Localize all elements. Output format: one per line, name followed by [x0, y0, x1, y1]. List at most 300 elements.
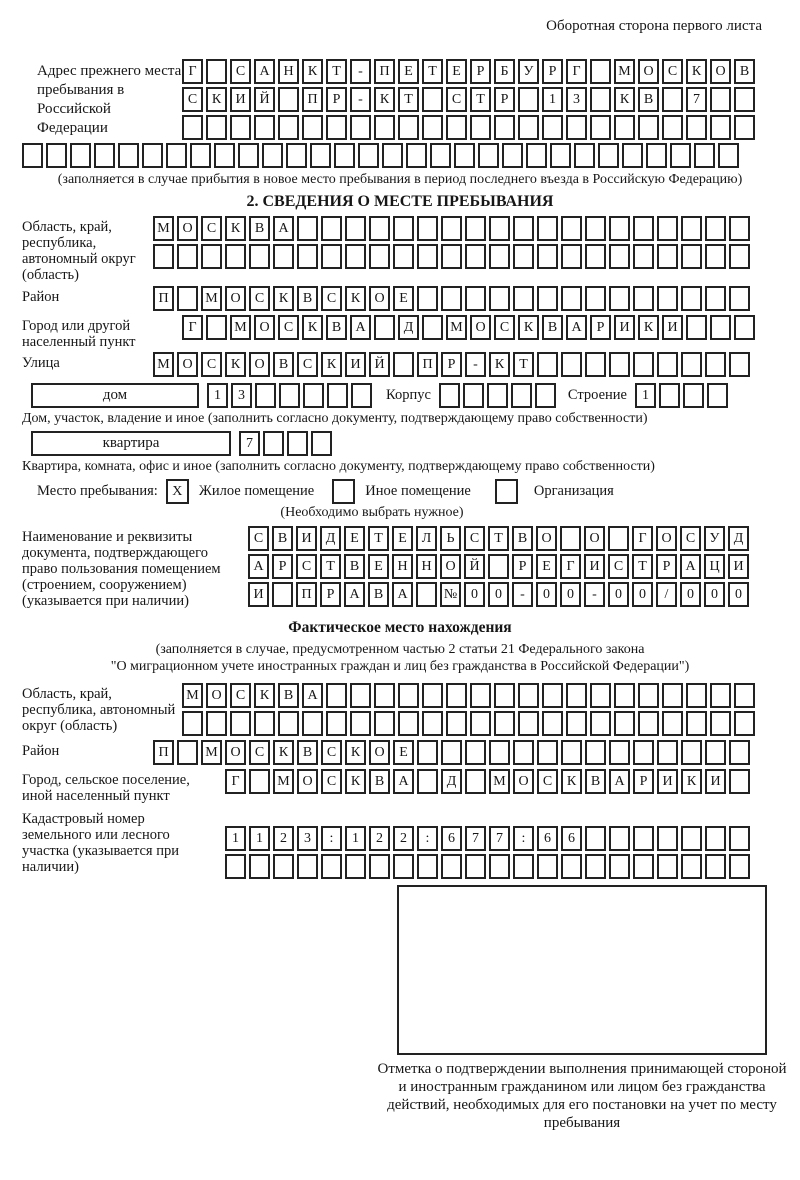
form-cell[interactable]: [255, 383, 276, 408]
form-cell[interactable]: С: [464, 526, 485, 551]
form-cell[interactable]: [345, 216, 366, 241]
form-cell[interactable]: [422, 87, 443, 112]
form-cell[interactable]: К: [273, 740, 294, 765]
form-cell[interactable]: К: [374, 87, 395, 112]
form-cell[interactable]: [542, 711, 563, 736]
form-cell[interactable]: [230, 711, 251, 736]
form-cell[interactable]: [681, 216, 702, 241]
form-cell[interactable]: В: [326, 315, 347, 340]
form-cell[interactable]: [345, 854, 366, 879]
form-cell[interactable]: Г: [182, 59, 203, 84]
form-cell[interactable]: [657, 854, 678, 879]
form-cell[interactable]: [734, 315, 755, 340]
form-cell[interactable]: [670, 143, 691, 168]
form-cell[interactable]: 7: [686, 87, 707, 112]
form-cell[interactable]: 0: [704, 582, 725, 607]
form-cell[interactable]: [417, 740, 438, 765]
form-cell[interactable]: [710, 315, 731, 340]
form-cell[interactable]: С: [249, 286, 270, 311]
form-cell[interactable]: [561, 854, 582, 879]
form-cell[interactable]: [238, 143, 259, 168]
form-cell[interactable]: [686, 115, 707, 140]
form-cell[interactable]: 1: [542, 87, 563, 112]
form-cell[interactable]: О: [206, 683, 227, 708]
form-cell[interactable]: [686, 683, 707, 708]
form-cell[interactable]: [718, 143, 739, 168]
form-cell[interactable]: В: [512, 526, 533, 551]
form-cell[interactable]: О: [254, 315, 275, 340]
form-cell[interactable]: П: [296, 582, 317, 607]
form-cell[interactable]: [609, 286, 630, 311]
form-cell[interactable]: [729, 244, 750, 269]
form-cell[interactable]: 6: [441, 826, 462, 851]
form-cell[interactable]: О: [440, 554, 461, 579]
form-cell[interactable]: [561, 244, 582, 269]
form-cell[interactable]: [326, 683, 347, 708]
form-cell[interactable]: Е: [393, 740, 414, 765]
form-cell[interactable]: [206, 115, 227, 140]
form-cell[interactable]: [585, 826, 606, 851]
form-cell[interactable]: [657, 352, 678, 377]
form-cell[interactable]: М: [230, 315, 251, 340]
form-cell[interactable]: [657, 826, 678, 851]
form-cell[interactable]: [201, 244, 222, 269]
form-cell[interactable]: [488, 554, 509, 579]
form-cell[interactable]: Р: [272, 554, 293, 579]
form-cell[interactable]: Т: [368, 526, 389, 551]
form-cell[interactable]: [633, 740, 654, 765]
form-cell[interactable]: :: [513, 826, 534, 851]
form-cell[interactable]: М: [489, 769, 510, 794]
form-cell[interactable]: С: [201, 352, 222, 377]
form-cell[interactable]: [334, 143, 355, 168]
form-cell[interactable]: К: [681, 769, 702, 794]
form-cell[interactable]: 0: [680, 582, 701, 607]
form-cell[interactable]: К: [345, 769, 366, 794]
form-cell[interactable]: К: [302, 59, 323, 84]
form-cell[interactable]: [489, 216, 510, 241]
form-cell[interactable]: Ц: [704, 554, 725, 579]
form-cell[interactable]: П: [302, 87, 323, 112]
form-cell[interactable]: [470, 711, 491, 736]
form-cell[interactable]: И: [614, 315, 635, 340]
form-cell[interactable]: [225, 854, 246, 879]
form-cell[interactable]: А: [609, 769, 630, 794]
form-cell[interactable]: О: [638, 59, 659, 84]
form-cell[interactable]: [374, 711, 395, 736]
form-cell[interactable]: Т: [398, 87, 419, 112]
form-cell[interactable]: [463, 383, 484, 408]
form-cell[interactable]: [585, 244, 606, 269]
form-cell[interactable]: М: [153, 216, 174, 241]
form-cell[interactable]: [478, 143, 499, 168]
form-cell[interactable]: [535, 383, 556, 408]
form-cell[interactable]: М: [201, 286, 222, 311]
form-cell[interactable]: В: [273, 352, 294, 377]
form-cell[interactable]: 1: [635, 383, 656, 408]
form-cell[interactable]: [566, 683, 587, 708]
form-cell[interactable]: Р: [326, 87, 347, 112]
form-cell[interactable]: В: [542, 315, 563, 340]
form-cell[interactable]: [393, 244, 414, 269]
form-cell[interactable]: [705, 826, 726, 851]
form-cell[interactable]: У: [518, 59, 539, 84]
form-cell[interactable]: М: [446, 315, 467, 340]
form-cell[interactable]: /: [656, 582, 677, 607]
form-cell[interactable]: О: [470, 315, 491, 340]
form-cell[interactable]: [526, 143, 547, 168]
form-cell[interactable]: [633, 244, 654, 269]
form-cell[interactable]: [513, 740, 534, 765]
form-cell[interactable]: -: [350, 87, 371, 112]
form-cell[interactable]: Т: [320, 554, 341, 579]
form-cell[interactable]: 0: [560, 582, 581, 607]
form-cell[interactable]: [398, 683, 419, 708]
form-cell[interactable]: [345, 244, 366, 269]
form-cell[interactable]: [321, 244, 342, 269]
form-cell[interactable]: [585, 854, 606, 879]
form-cell[interactable]: [566, 115, 587, 140]
form-cell[interactable]: [710, 87, 731, 112]
form-cell[interactable]: -: [465, 352, 486, 377]
form-cell[interactable]: Т: [632, 554, 653, 579]
form-cell[interactable]: [659, 383, 680, 408]
form-cell[interactable]: Д: [398, 315, 419, 340]
form-cell[interactable]: [609, 740, 630, 765]
form-cell[interactable]: [263, 431, 284, 456]
form-cell[interactable]: [190, 143, 211, 168]
form-cell[interactable]: [609, 244, 630, 269]
form-cell[interactable]: [489, 740, 510, 765]
form-cell[interactable]: [590, 59, 611, 84]
form-cell[interactable]: Р: [512, 554, 533, 579]
form-cell[interactable]: [177, 244, 198, 269]
form-cell[interactable]: [350, 115, 371, 140]
form-cell[interactable]: [369, 854, 390, 879]
form-cell[interactable]: [416, 582, 437, 607]
form-cell[interactable]: [230, 115, 251, 140]
form-cell[interactable]: [705, 740, 726, 765]
form-cell[interactable]: [182, 115, 203, 140]
form-cell[interactable]: П: [374, 59, 395, 84]
form-cell[interactable]: К: [345, 740, 366, 765]
form-cell[interactable]: [638, 683, 659, 708]
form-cell[interactable]: [705, 352, 726, 377]
form-cell[interactable]: А: [248, 554, 269, 579]
form-cell[interactable]: [734, 115, 755, 140]
form-cell[interactable]: В: [369, 769, 390, 794]
form-cell[interactable]: [422, 711, 443, 736]
form-cell[interactable]: [537, 216, 558, 241]
form-cell[interactable]: [166, 143, 187, 168]
form-cell[interactable]: [585, 216, 606, 241]
form-cell[interactable]: 6: [537, 826, 558, 851]
form-cell[interactable]: [537, 286, 558, 311]
form-cell[interactable]: [417, 769, 438, 794]
form-cell[interactable]: [465, 769, 486, 794]
form-cell[interactable]: 0: [464, 582, 485, 607]
form-cell[interactable]: [633, 352, 654, 377]
form-cell[interactable]: [683, 383, 704, 408]
form-cell[interactable]: [422, 315, 443, 340]
form-cell[interactable]: [662, 711, 683, 736]
form-cell[interactable]: О: [249, 352, 270, 377]
form-cell[interactable]: [710, 683, 731, 708]
form-cell[interactable]: [489, 244, 510, 269]
form-cell[interactable]: С: [321, 286, 342, 311]
form-cell[interactable]: Т: [488, 526, 509, 551]
form-cell[interactable]: Е: [344, 526, 365, 551]
form-cell[interactable]: Р: [656, 554, 677, 579]
form-cell[interactable]: Г: [566, 59, 587, 84]
form-cell[interactable]: №: [440, 582, 461, 607]
form-cell[interactable]: 6: [561, 826, 582, 851]
form-cell[interactable]: [590, 683, 611, 708]
form-cell[interactable]: [537, 352, 558, 377]
form-cell[interactable]: [177, 740, 198, 765]
form-cell[interactable]: [574, 143, 595, 168]
form-cell[interactable]: [374, 315, 395, 340]
form-cell[interactable]: О: [297, 769, 318, 794]
form-cell[interactable]: [537, 740, 558, 765]
form-cell[interactable]: [662, 87, 683, 112]
form-cell[interactable]: 7: [239, 431, 260, 456]
form-cell[interactable]: [302, 711, 323, 736]
form-cell[interactable]: Й: [369, 352, 390, 377]
form-cell[interactable]: [398, 115, 419, 140]
form-cell[interactable]: [502, 143, 523, 168]
form-cell[interactable]: О: [369, 740, 390, 765]
form-cell[interactable]: [351, 383, 372, 408]
form-cell[interactable]: [262, 143, 283, 168]
form-cell[interactable]: Д: [441, 769, 462, 794]
form-cell[interactable]: О: [225, 286, 246, 311]
form-cell[interactable]: [566, 711, 587, 736]
form-cell[interactable]: [686, 315, 707, 340]
form-cell[interactable]: [393, 352, 414, 377]
form-cell[interactable]: К: [206, 87, 227, 112]
form-cell[interactable]: [417, 216, 438, 241]
form-cell[interactable]: И: [248, 582, 269, 607]
form-cell[interactable]: М: [182, 683, 203, 708]
form-cell[interactable]: С: [278, 315, 299, 340]
form-cell[interactable]: [374, 683, 395, 708]
form-cell[interactable]: [321, 854, 342, 879]
form-cell[interactable]: [560, 526, 581, 551]
form-cell[interactable]: М: [201, 740, 222, 765]
form-cell[interactable]: Е: [446, 59, 467, 84]
form-cell[interactable]: [518, 683, 539, 708]
form-cell[interactable]: [393, 854, 414, 879]
form-cell[interactable]: [638, 711, 659, 736]
form-cell[interactable]: Д: [320, 526, 341, 551]
form-cell[interactable]: Й: [464, 554, 485, 579]
form-cell[interactable]: [311, 431, 332, 456]
form-cell[interactable]: [734, 711, 755, 736]
form-cell[interactable]: -: [350, 59, 371, 84]
form-cell[interactable]: Г: [225, 769, 246, 794]
form-cell[interactable]: [249, 769, 270, 794]
form-cell[interactable]: [70, 143, 91, 168]
form-cell[interactable]: В: [344, 554, 365, 579]
form-cell[interactable]: [446, 683, 467, 708]
form-cell[interactable]: [489, 854, 510, 879]
form-cell[interactable]: [225, 244, 246, 269]
form-cell[interactable]: П: [153, 740, 174, 765]
form-cell[interactable]: [729, 854, 750, 879]
form-cell[interactable]: К: [518, 315, 539, 340]
form-cell[interactable]: Б: [494, 59, 515, 84]
form-cell[interactable]: [590, 87, 611, 112]
form-cell[interactable]: [470, 683, 491, 708]
form-cell[interactable]: [614, 683, 635, 708]
form-cell[interactable]: [686, 711, 707, 736]
form-cell[interactable]: [681, 854, 702, 879]
form-cell[interactable]: 0: [632, 582, 653, 607]
form-cell[interactable]: К: [345, 286, 366, 311]
form-cell[interactable]: Т: [326, 59, 347, 84]
form-cell[interactable]: Е: [536, 554, 557, 579]
form-cell[interactable]: [417, 244, 438, 269]
form-cell[interactable]: [542, 115, 563, 140]
form-cell[interactable]: О: [177, 352, 198, 377]
form-cell[interactable]: [310, 143, 331, 168]
form-cell[interactable]: О: [177, 216, 198, 241]
form-cell[interactable]: С: [249, 740, 270, 765]
form-cell[interactable]: 7: [489, 826, 510, 851]
form-cell[interactable]: Р: [320, 582, 341, 607]
form-cell[interactable]: [585, 740, 606, 765]
form-cell[interactable]: [513, 216, 534, 241]
form-cell[interactable]: [638, 115, 659, 140]
form-cell[interactable]: А: [392, 582, 413, 607]
form-cell[interactable]: [417, 854, 438, 879]
form-cell[interactable]: [287, 431, 308, 456]
form-cell[interactable]: В: [638, 87, 659, 112]
form-cell[interactable]: К: [614, 87, 635, 112]
form-cell[interactable]: К: [273, 286, 294, 311]
form-cell[interactable]: [705, 216, 726, 241]
form-cell[interactable]: 2: [273, 826, 294, 851]
form-cell[interactable]: С: [230, 59, 251, 84]
form-cell[interactable]: С: [608, 554, 629, 579]
form-cell[interactable]: [465, 854, 486, 879]
form-cell[interactable]: [633, 854, 654, 879]
form-cell[interactable]: [494, 711, 515, 736]
form-cell[interactable]: [511, 383, 532, 408]
form-cell[interactable]: [393, 216, 414, 241]
form-cell[interactable]: 2: [393, 826, 414, 851]
form-cell[interactable]: [441, 244, 462, 269]
form-cell[interactable]: [321, 216, 342, 241]
form-cell[interactable]: 3: [231, 383, 252, 408]
form-cell[interactable]: [278, 87, 299, 112]
form-cell[interactable]: [662, 115, 683, 140]
form-cell[interactable]: С: [321, 740, 342, 765]
form-cell[interactable]: А: [680, 554, 701, 579]
form-cell[interactable]: [206, 315, 227, 340]
form-cell[interactable]: [598, 143, 619, 168]
form-cell[interactable]: [454, 143, 475, 168]
form-cell[interactable]: [350, 711, 371, 736]
form-cell[interactable]: Т: [422, 59, 443, 84]
form-cell[interactable]: [657, 286, 678, 311]
form-cell[interactable]: С: [182, 87, 203, 112]
form-cell[interactable]: П: [153, 286, 174, 311]
form-cell[interactable]: [609, 216, 630, 241]
form-cell[interactable]: Р: [494, 87, 515, 112]
form-cell[interactable]: [142, 143, 163, 168]
form-cell[interactable]: [297, 854, 318, 879]
form-cell[interactable]: О: [584, 526, 605, 551]
form-cell[interactable]: [254, 711, 275, 736]
form-cell[interactable]: Р: [542, 59, 563, 84]
form-cell[interactable]: [550, 143, 571, 168]
form-cell[interactable]: Т: [513, 352, 534, 377]
form-cell[interactable]: О: [369, 286, 390, 311]
form-cell[interactable]: [614, 711, 635, 736]
form-cell[interactable]: Н: [278, 59, 299, 84]
organizatsiya-checkbox[interactable]: [495, 479, 518, 504]
form-cell[interactable]: В: [272, 526, 293, 551]
form-cell[interactable]: [513, 854, 534, 879]
form-cell[interactable]: Ь: [440, 526, 461, 551]
form-cell[interactable]: [681, 286, 702, 311]
form-cell[interactable]: [590, 711, 611, 736]
form-cell[interactable]: [206, 711, 227, 736]
form-cell[interactable]: [590, 115, 611, 140]
form-cell[interactable]: [465, 244, 486, 269]
form-cell[interactable]: [561, 740, 582, 765]
form-cell[interactable]: [729, 286, 750, 311]
form-cell[interactable]: 1: [249, 826, 270, 851]
form-cell[interactable]: [705, 244, 726, 269]
form-cell[interactable]: [254, 115, 275, 140]
form-cell[interactable]: [441, 740, 462, 765]
form-cell[interactable]: А: [273, 216, 294, 241]
form-cell[interactable]: К: [254, 683, 275, 708]
form-cell[interactable]: [609, 826, 630, 851]
form-cell[interactable]: [734, 87, 755, 112]
form-cell[interactable]: [417, 286, 438, 311]
form-cell[interactable]: К: [302, 315, 323, 340]
form-cell[interactable]: :: [321, 826, 342, 851]
form-cell[interactable]: О: [513, 769, 534, 794]
form-cell[interactable]: -: [512, 582, 533, 607]
form-cell[interactable]: [729, 740, 750, 765]
form-cell[interactable]: К: [686, 59, 707, 84]
form-cell[interactable]: [441, 854, 462, 879]
form-cell[interactable]: В: [297, 740, 318, 765]
form-cell[interactable]: [153, 244, 174, 269]
form-cell[interactable]: [465, 740, 486, 765]
form-cell[interactable]: [327, 383, 348, 408]
form-cell[interactable]: Р: [441, 352, 462, 377]
form-cell[interactable]: В: [278, 683, 299, 708]
form-cell[interactable]: Е: [368, 554, 389, 579]
form-cell[interactable]: :: [417, 826, 438, 851]
form-cell[interactable]: [118, 143, 139, 168]
form-cell[interactable]: И: [230, 87, 251, 112]
form-cell[interactable]: [278, 711, 299, 736]
form-cell[interactable]: И: [584, 554, 605, 579]
form-cell[interactable]: [608, 526, 629, 551]
form-cell[interactable]: В: [297, 286, 318, 311]
form-cell[interactable]: 2: [369, 826, 390, 851]
form-cell[interactable]: [622, 143, 643, 168]
form-cell[interactable]: [518, 87, 539, 112]
form-cell[interactable]: [694, 143, 715, 168]
